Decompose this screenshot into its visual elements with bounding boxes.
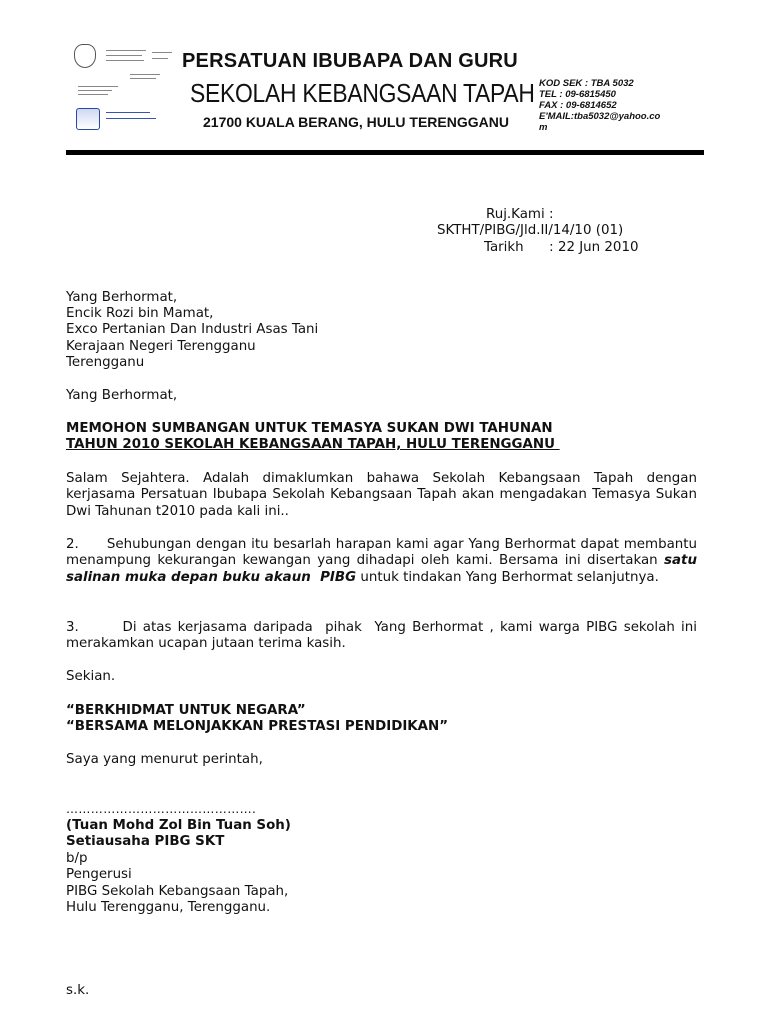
fax: FAX : 09-6814652 <box>539 100 617 111</box>
paragraph-2-text: 2. Sehubungan dengan itu besarlah harapan kami agar Yang Berhormat dapat membantu menampung kekurangan kewangan yang dihadapi oleh kami. Bersama ini disertakan <box>66 537 702 569</box>
signature-line: ………………………………………. <box>66 802 257 816</box>
ref-number: SKTHT/PIBG/Jld.II/14/10 (01) <box>437 223 624 238</box>
org-line2: SEKOLAH KEBANGSAAN TAPAH <box>190 78 535 108</box>
recipient-line: Terengganu <box>66 355 145 370</box>
paragraph-2-tail: untuk tindakan Yang Berhormat selanjutnya. <box>356 569 659 585</box>
chairman-title: Pengerusi <box>66 867 132 882</box>
letterhead-rule <box>66 150 704 155</box>
org-address: 21700 KUALA BERANG, HULU TERENGGANU <box>203 114 509 130</box>
school-logo-icon <box>76 108 100 130</box>
closing-phrase: Saya yang menurut perintah, <box>66 752 263 767</box>
signatory-position: Setiausaha PIBG SKT <box>66 834 225 849</box>
signatory-name: (Tuan Mohd Zol Bin Tuan Soh) <box>66 818 291 833</box>
state-crest-icon <box>74 44 96 68</box>
copy-to: s.k. <box>66 983 90 998</box>
paragraph-2-emphasis: satu salinan muka depan buku akaun PIBG <box>66 553 702 585</box>
motto-1: “BERKHIDMAT UNTUK NEGARA” <box>66 703 306 718</box>
chairman-place: Hulu Terengganu, Terengganu. <box>66 900 271 915</box>
contact-block <box>539 78 689 133</box>
on-behalf-of: b/p <box>66 851 88 866</box>
org-line1: PERSATUAN IBUBAPA DAN GURU <box>182 50 518 72</box>
recipient-line: Yang Berhormat, <box>66 290 178 305</box>
recipient-line: Exco Pertanian Dan Industri Asas Tani <box>66 322 319 337</box>
telephone: TEL : 09-6815450 <box>539 89 616 100</box>
salutation: Yang Berhormat, <box>66 388 178 403</box>
email-line1: E'MAIL:tba5032@yahoo.co <box>539 111 661 122</box>
recipient-line: Encik Rozi bin Mamat, <box>66 306 214 321</box>
ref-label: Ruj.Kami : <box>486 207 554 222</box>
paragraph-2 <box>66 537 702 586</box>
email-line2: m <box>539 122 548 133</box>
paragraph-3: 3. Di atas kerjasama daripada pihak Yang Berhormat , kami warga PIBG sekolah ini merakamkan ucapan jutaan terima kasih. <box>66 620 702 652</box>
motto-2: “BERSAMA MELONJAKKAN PRESTASI PENDIDIKAN” <box>66 719 449 734</box>
paragraph-1: Salam Sejahtera. Adalah dimaklumkan bahawa Sekolah Kebangsaan Tapah dengan kerjasama Persatuan Ibubapa Sekolah Kebangsaan Tapah akan mengadakan Temasya Sukan Dwi Tahunan t2010 pada kali ini.. <box>66 471 697 519</box>
sekian: Sekian. <box>66 669 116 684</box>
subject-line2: TAHUN 2010 SEKOLAH KEBANGSAAN TAPAH, HULU TERENGGANU <box>66 437 560 452</box>
subject-line1: MEMOHON SUMBANGAN UNTUK TEMASYA SUKAN DWI TAHUNAN <box>66 421 553 436</box>
chairman-org: PIBG Sekolah Kebangsaan Tapah, <box>66 884 289 899</box>
ref-date: Tarikh : 22 Jun 2010 <box>484 240 639 255</box>
school-code: KOD SEK : TBA 5032 <box>539 78 634 89</box>
recipient-line: Kerajaan Negeri Terengganu <box>66 339 256 354</box>
letterhead-logos <box>66 40 184 140</box>
